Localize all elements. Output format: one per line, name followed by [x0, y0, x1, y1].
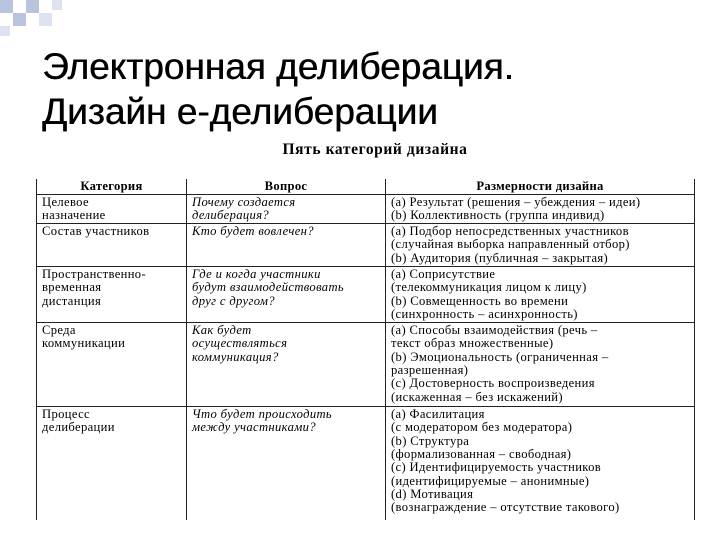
table-row	[37, 194, 695, 224]
cell-line: (искаженная – без искажений)	[391, 389, 563, 404]
cell-line: осуществляться	[192, 336, 288, 351]
cell-line: коммуникация?	[192, 349, 279, 364]
cell-line: временная	[42, 280, 102, 295]
cell-line: Почему создается	[192, 194, 296, 209]
table-row	[37, 407, 695, 520]
cell-line: (а) Фасилитация	[391, 407, 485, 422]
cell-line: Целевое	[42, 194, 89, 209]
decorative-squares	[0, 0, 720, 36]
table-row	[37, 266, 695, 322]
column-header-category: Категория	[37, 179, 187, 194]
column-header-question: Вопрос	[187, 179, 386, 194]
deco-square	[26, 0, 39, 13]
question-cell	[187, 194, 386, 224]
cell-line: (вознаграждение – отсутствие такового)	[391, 500, 620, 515]
category-cell	[37, 323, 187, 407]
cell-line: (телекоммуникация лицом к лицу)	[391, 280, 587, 295]
slide-title-line-1: Электронная делиберация.	[42, 46, 514, 87]
column-header-dimensions: Размерности дизайна	[386, 179, 695, 194]
cell-line: Где и когда участники	[192, 266, 321, 281]
deco-square	[0, 26, 10, 36]
cell-line: дистанция	[42, 293, 102, 308]
deco-square	[13, 13, 26, 26]
cell-line: (с) Идентифицируемость участников	[391, 460, 602, 475]
table-row	[37, 323, 695, 407]
slide-title-line-2: Дизайн е-делиберации	[42, 91, 438, 132]
cell-line: (с) Достоверность воспроизведения	[391, 376, 595, 391]
table-heading: Пять категорий дизайна	[282, 141, 468, 158]
cell-line: Что будет происходить	[192, 407, 332, 422]
cell-line: (b) Структура	[391, 433, 470, 448]
deco-square	[0, 0, 13, 13]
category-cell	[37, 266, 187, 322]
dimensions-cell	[386, 323, 695, 407]
design-categories-table	[36, 179, 695, 520]
category-cell	[37, 224, 187, 267]
question-cell	[187, 323, 386, 407]
cell-line: (b) Аудитория (публичная – закрытая)	[391, 250, 609, 265]
category-cell	[37, 194, 187, 224]
question-cell	[187, 407, 386, 520]
question-cell	[187, 266, 386, 322]
category-cell	[37, 407, 187, 520]
cell-line: (идентифицируемые – анонимные)	[391, 473, 590, 488]
cell-line: разрешенная)	[391, 363, 469, 378]
cell-line: (b) Совмещенность во времени	[391, 293, 569, 308]
cell-line: между участниками?	[192, 420, 316, 435]
dimensions-cell	[386, 407, 695, 520]
cell-line: назначение	[42, 207, 106, 222]
table-header-row	[37, 179, 695, 194]
cell-line: (а) Соприсутствие	[391, 266, 496, 281]
cell-line: Процесс	[42, 407, 90, 422]
cell-line: Как будет	[192, 323, 252, 338]
cell-line: (а) Результат (решения – убеждения – идеи)	[391, 194, 641, 209]
deco-square	[39, 13, 52, 26]
cell-line: Состав участников	[42, 224, 150, 239]
cell-line: (с модератором без модератора)	[391, 420, 573, 435]
dimensions-cell	[386, 266, 695, 322]
deco-square	[52, 0, 62, 10]
cell-line: текст образ множественные)	[391, 336, 554, 351]
cell-line: делиберации	[42, 420, 115, 435]
cell-line: друг с другом?	[192, 293, 275, 308]
cell-line: Пространственно-	[42, 266, 147, 281]
slide-title	[42, 44, 702, 134]
cell-line: Кто будет вовлечен?	[192, 224, 314, 239]
cell-line: делиберация?	[192, 207, 270, 222]
cell-line: (d) Мотивация	[391, 486, 474, 501]
cell-line: будут взаимодействовать	[192, 280, 344, 295]
cell-line: (а) Способы взаимодействия (речь –	[391, 323, 598, 338]
cell-line: (формализованная – свободная)	[391, 447, 572, 462]
dimensions-cell	[386, 194, 695, 224]
cell-line: (b) Коллективность (группа индивид)	[391, 207, 605, 222]
cell-line: (а) Подбор непосредственных участников	[391, 224, 629, 239]
cell-line: (синхронность – асинхронность)	[391, 306, 578, 321]
cell-line: (случайная выборка направленный отбор)	[391, 237, 630, 252]
question-cell	[187, 224, 386, 267]
cell-line: коммуникации	[42, 336, 126, 351]
cell-line: (b) Эмоциональность (ограниченная –	[391, 349, 609, 364]
cell-line: Среда	[42, 323, 76, 338]
table-row	[37, 224, 695, 267]
dimensions-cell	[386, 224, 695, 267]
